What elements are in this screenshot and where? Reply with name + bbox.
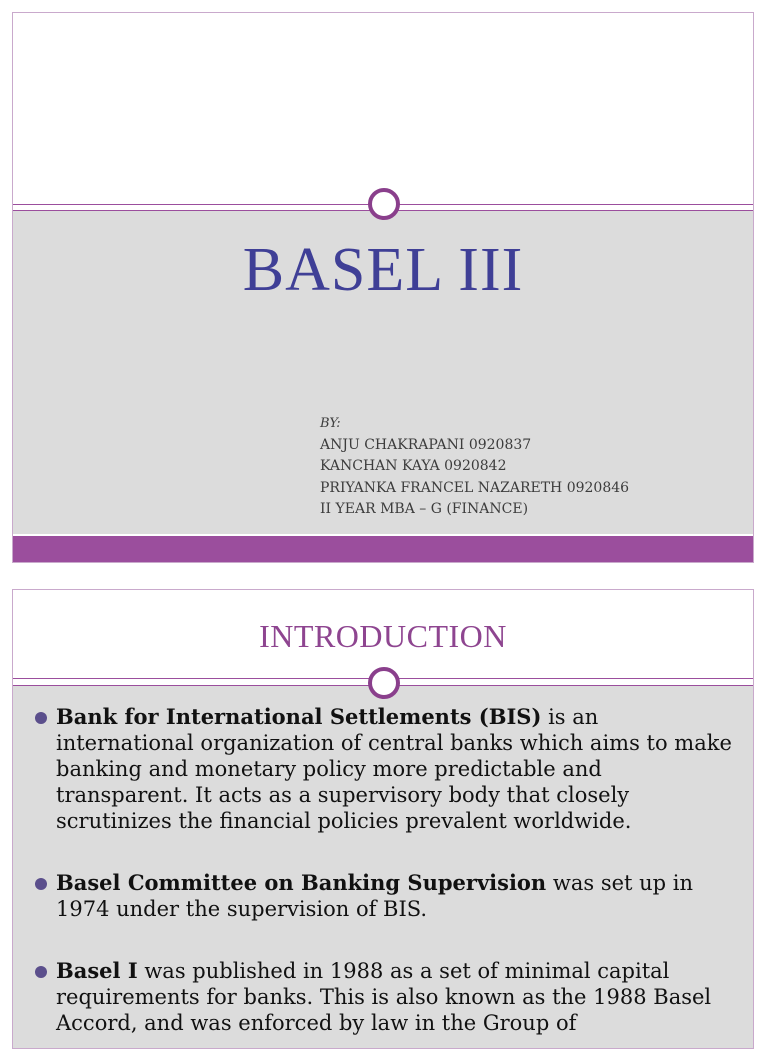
slide-title: BASEL III — [242, 236, 524, 304]
course-line: II YEAR MBA – G (FINANCE) — [320, 501, 529, 517]
footer-bar — [13, 536, 753, 562]
bullet-dot-icon — [35, 966, 47, 978]
bullet-term: Bank for International Settlements (BIS) — [56, 704, 542, 729]
by-label: BY: — [320, 416, 341, 431]
author-line: ANJU CHAKRAPANI 0920837 — [320, 436, 532, 453]
bullet-dot-icon — [35, 712, 47, 724]
bullet-item — [13, 958, 753, 1036]
author-line: PRIYANKA FRANCEL NAZARETH 0920846 — [320, 479, 630, 496]
title-slide — [12, 12, 754, 563]
circle-ornament-icon — [368, 188, 400, 220]
author-block — [320, 413, 629, 521]
bullet-term: Basel Committee on Banking Supervision — [56, 870, 547, 895]
bullet-item — [13, 870, 753, 922]
author-line: KANCHAN KAYA 0920842 — [320, 458, 507, 474]
introduction-slide — [12, 589, 754, 1049]
bullet-term: Basel I — [56, 958, 138, 983]
bullet-item — [13, 704, 753, 834]
circle-ornament-icon — [368, 667, 400, 699]
bullet-text: is an international organization of central banks which aims to make banking and monetary policy more predictable and transparent. It acts as a supervisory body that closely scrutinizes the financial policies prevalent worldwide. — [56, 705, 732, 833]
slide-title: INTRODUCTION — [259, 618, 507, 654]
bullet-dot-icon — [35, 878, 47, 890]
bullet-text: was set up in 1974 under the supervision of BIS. — [56, 871, 694, 921]
bullet-text: was published in 1988 as a set of minimal capital requirements for banks. This is also known as the 1988 Basel Accord, and was enforced by law in the Group of — [56, 959, 712, 1035]
bullet-list — [13, 704, 753, 1049]
